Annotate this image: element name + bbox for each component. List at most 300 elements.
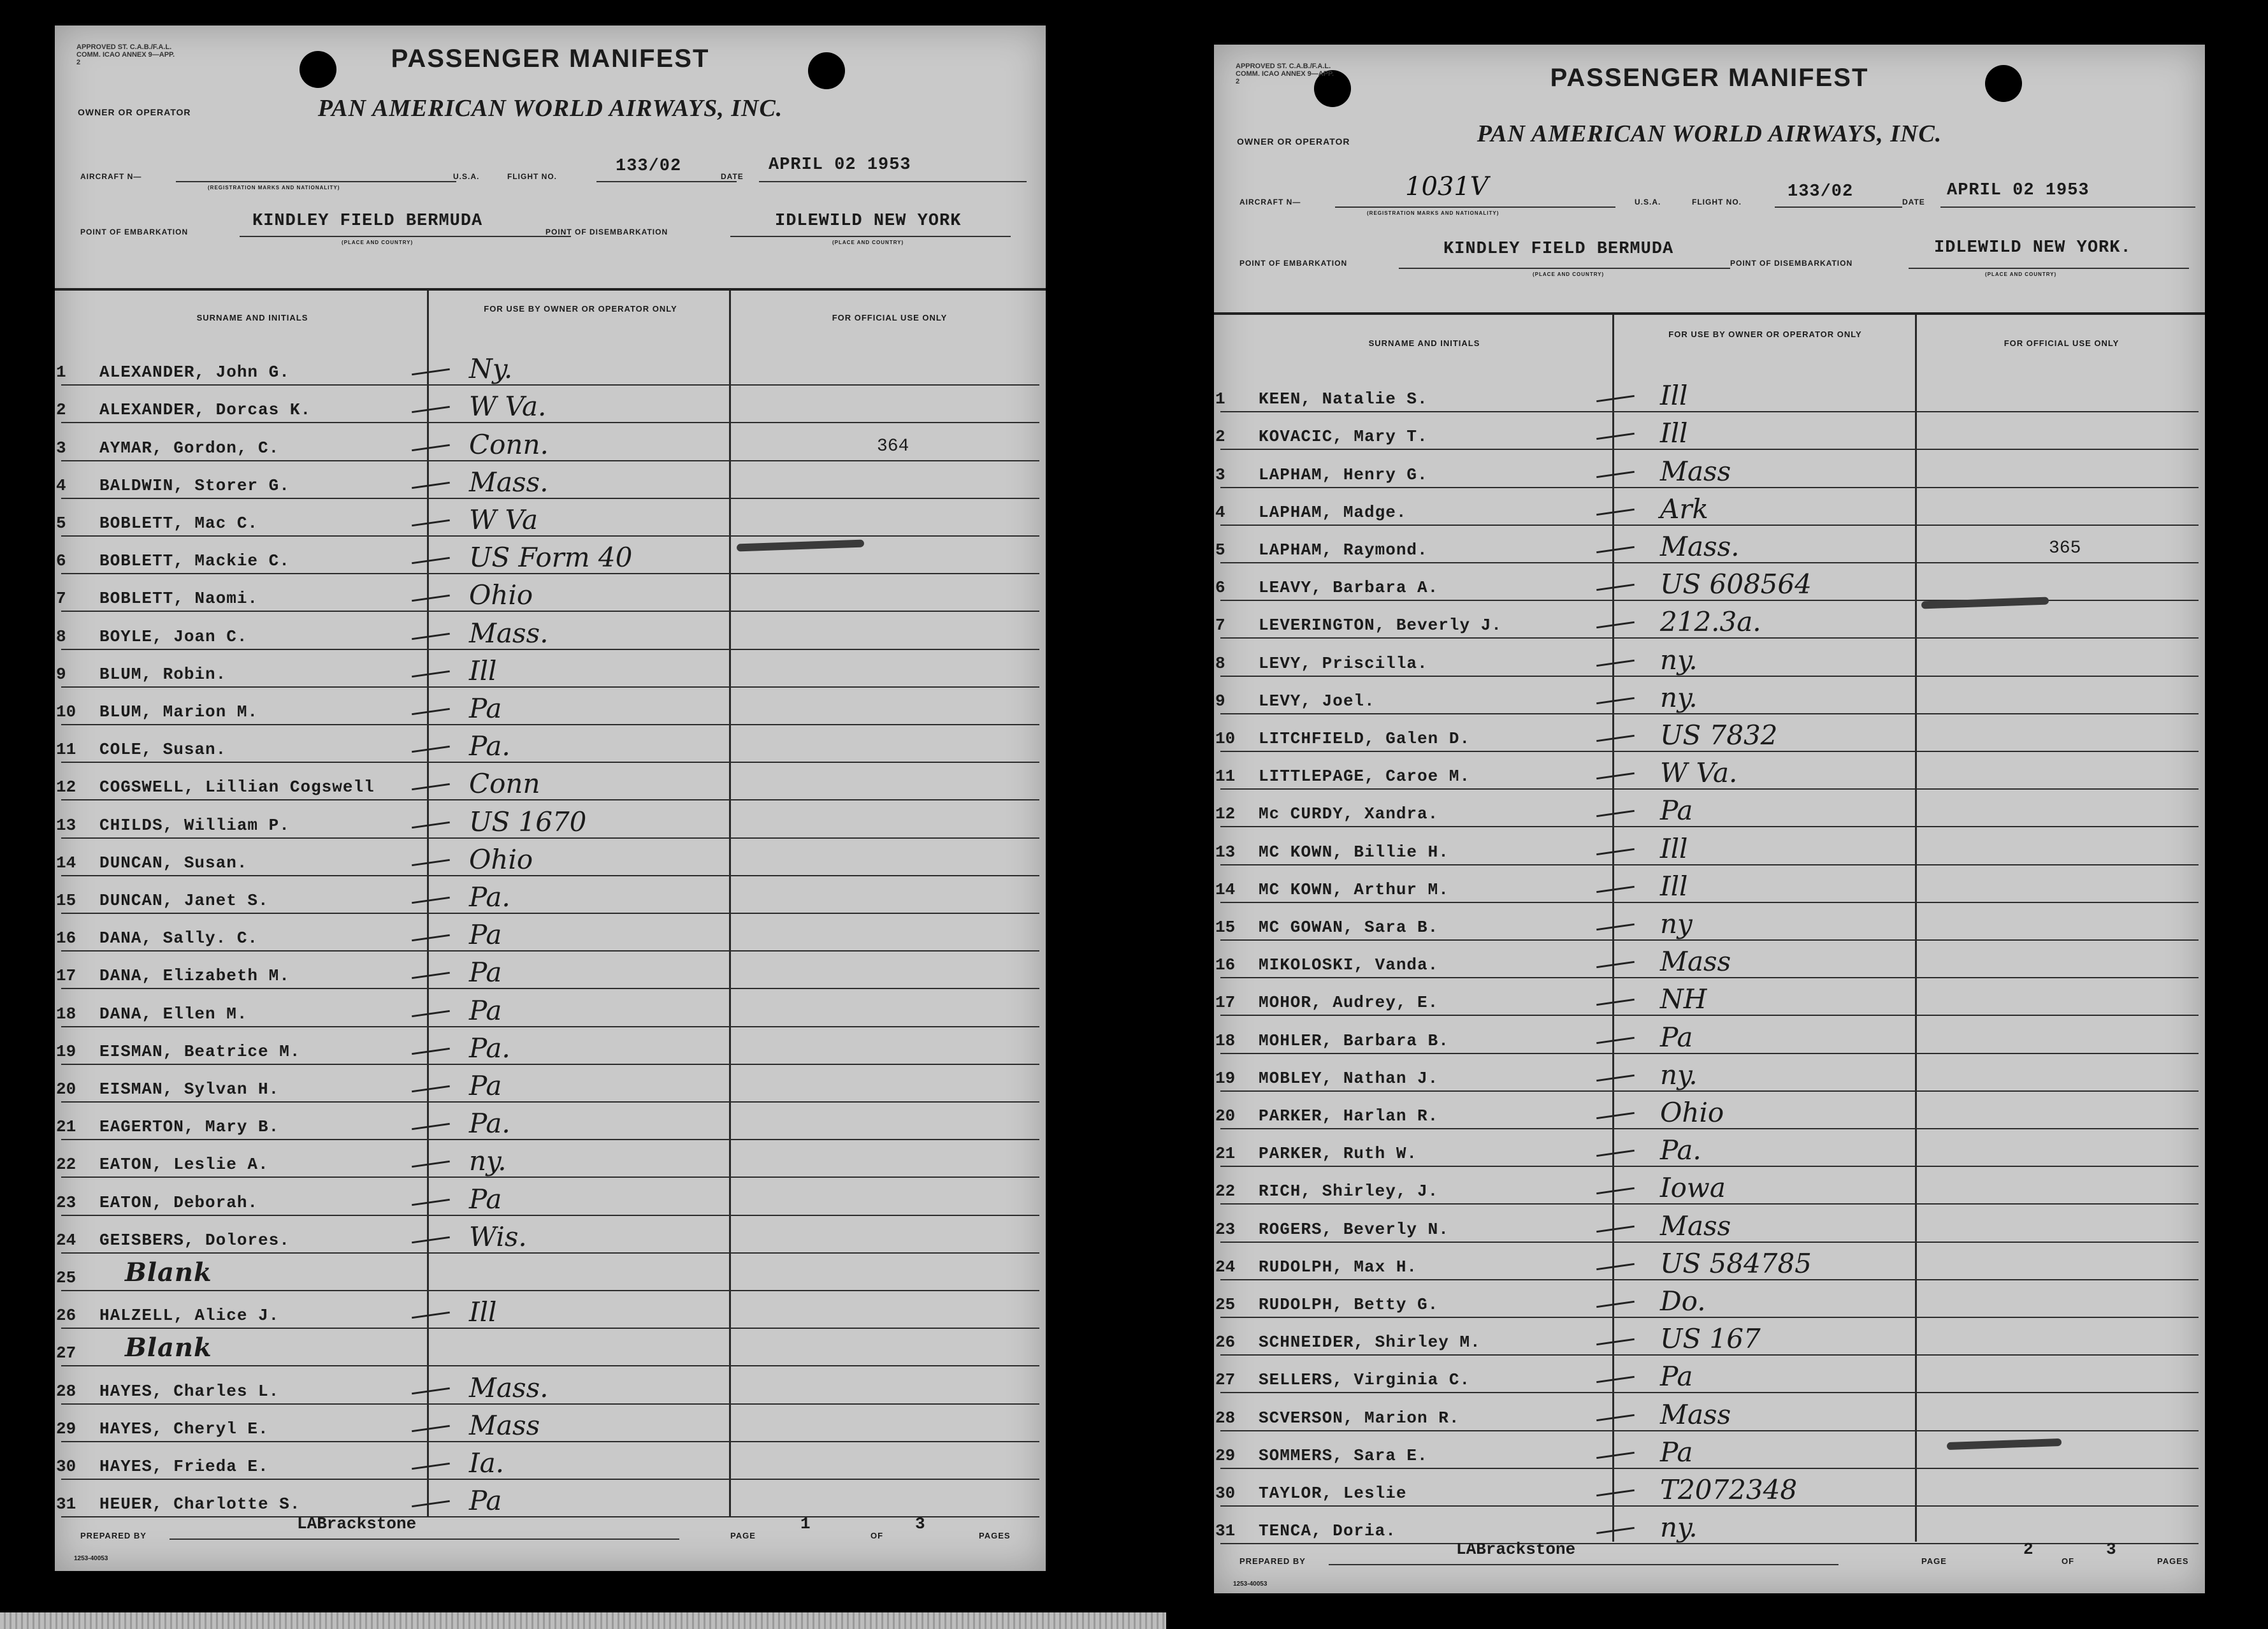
tick-mark xyxy=(412,821,450,828)
passenger-name: EAGERTON, Mary B. xyxy=(99,1117,280,1137)
owner-use-entry: Ohio xyxy=(469,843,533,875)
row-number: 29 xyxy=(56,1419,76,1438)
passenger-name: BALDWIN, Storer G. xyxy=(99,475,290,495)
owner-use-entry: NH xyxy=(1660,983,1707,1015)
approval-note: APPROVED ST. C.A.B./F.A.L. COMM. ICAO ANNEX 9—APP. 2 xyxy=(76,43,175,66)
table-row xyxy=(1214,1280,2205,1318)
row-number: 6 xyxy=(1215,578,1225,598)
passenger-name: MOHOR, Audrey, E. xyxy=(1259,993,1439,1013)
passenger-name: EATON, Leslie A. xyxy=(99,1155,269,1175)
passenger-name: TENCA, Doria. xyxy=(1259,1521,1396,1541)
row-number: 7 xyxy=(1215,616,1225,635)
table-row xyxy=(55,725,1046,763)
table-row xyxy=(55,1366,1046,1404)
tick-mark xyxy=(412,1123,450,1130)
tick-mark xyxy=(412,368,450,375)
tick-mark xyxy=(1596,961,1635,968)
passenger-name: DUNCAN, Janet S. xyxy=(99,890,269,910)
owner-use-entry: Pa xyxy=(1660,1021,1693,1053)
tick-mark xyxy=(412,632,450,639)
owner-use-entry: Pa xyxy=(469,919,502,951)
owner-use-entry: Do. xyxy=(1660,1285,1706,1317)
table-row xyxy=(55,650,1046,688)
registration-note: (REGISTRATION MARKS AND NATIONALITY) xyxy=(1367,210,1499,216)
owner-use-entry: W Va. xyxy=(469,391,547,423)
row-number: 4 xyxy=(56,475,66,495)
disembarkation-value: IDLEWILD NEW YORK xyxy=(775,212,962,231)
passenger-name: SOMMERS, Sara E. xyxy=(1259,1445,1428,1465)
tick-mark xyxy=(412,972,450,979)
row-number: 14 xyxy=(56,853,76,872)
passenger-name: SELLERS, Virginia C. xyxy=(1259,1370,1471,1390)
tick-mark xyxy=(412,708,450,715)
owner-use-entry: Pa xyxy=(469,1485,502,1517)
passenger-name: MC GOWAN, Sara B. xyxy=(1259,917,1439,937)
table-top-rule xyxy=(1214,312,2205,315)
table-row xyxy=(55,1480,1046,1517)
table-row xyxy=(55,763,1046,800)
tick-mark xyxy=(1596,1150,1635,1157)
tick-mark xyxy=(412,1085,450,1092)
table-row xyxy=(1214,1167,2205,1205)
owner-use-entry: Ia. xyxy=(469,1447,504,1479)
passenger-name: EISMAN, Beatrice M. xyxy=(99,1041,301,1061)
owner-use-entry: US 167 xyxy=(1660,1323,1761,1355)
owner-use-entry: ny. xyxy=(1660,1059,1698,1090)
owner-use-entry: Pa. xyxy=(469,881,510,913)
disembarkation-line xyxy=(730,236,1011,237)
table-row xyxy=(1214,1129,2205,1167)
owner-use-entry: Mass xyxy=(1660,455,1731,487)
passenger-name: RUDOLPH, Max H. xyxy=(1259,1257,1418,1277)
table-row xyxy=(55,537,1046,574)
passenger-name: SCVERSON, Marion R. xyxy=(1259,1408,1460,1428)
disembarkation-label: POINT OF DISEMBARKATION xyxy=(545,228,668,236)
tick-mark xyxy=(412,1236,450,1243)
table-row xyxy=(55,1178,1046,1215)
row-number: 5 xyxy=(56,513,66,533)
tick-mark xyxy=(412,1161,450,1168)
row-number: 21 xyxy=(1215,1144,1236,1164)
passenger-name: BOBLETT, Mac C. xyxy=(99,513,259,533)
scan-edge-strip xyxy=(0,1612,1166,1629)
row-number: 16 xyxy=(1215,955,1236,975)
row-number: 26 xyxy=(1215,1333,1236,1352)
passenger-name: KEEN, Natalie S. xyxy=(1259,389,1428,409)
tick-mark xyxy=(1596,735,1635,742)
owner-use-entry: US 1670 xyxy=(469,806,587,837)
tick-mark xyxy=(412,746,450,753)
tick-mark xyxy=(1596,810,1635,817)
tick-mark xyxy=(1596,999,1635,1006)
row-number: 8 xyxy=(1215,653,1225,673)
owner-use-entry: Ill xyxy=(1660,380,1688,412)
row-number: 13 xyxy=(56,815,76,835)
table-row xyxy=(55,1291,1046,1329)
passenger-name: LAPHAM, Henry G. xyxy=(1259,465,1428,484)
tick-mark xyxy=(1596,1112,1635,1119)
table-row xyxy=(1214,1469,2205,1507)
manifest-page-1 xyxy=(55,25,1046,1571)
table-row xyxy=(1214,1356,2205,1393)
prepared-by-value: LABrackstone xyxy=(1456,1540,1576,1559)
passenger-name: Blank xyxy=(125,1333,212,1363)
row-number: 7 xyxy=(56,589,66,609)
owner-use-entry: Conn. xyxy=(469,428,549,460)
row-number: 31 xyxy=(56,1495,76,1514)
row-number: 11 xyxy=(1215,767,1236,786)
passenger-name: MOBLEY, Nathan J. xyxy=(1259,1068,1439,1088)
of-label: OF xyxy=(870,1531,884,1540)
tick-mark xyxy=(412,1500,450,1507)
row-number: 23 xyxy=(56,1192,76,1212)
passenger-name: SCHNEIDER, Shirley M. xyxy=(1259,1333,1481,1352)
official-use-entry: 364 xyxy=(877,436,909,456)
date-line xyxy=(1940,206,2195,208)
page-number: 2 xyxy=(2023,1540,2033,1559)
date-value: APRIL 02 1953 xyxy=(769,156,911,175)
aircraft-line xyxy=(1335,206,1615,208)
passenger-name: HAYES, Charles L. xyxy=(99,1381,280,1401)
disembarkation-line xyxy=(1909,268,2189,269)
tick-mark xyxy=(1596,1489,1635,1496)
tick-mark xyxy=(1596,584,1635,591)
table-row xyxy=(55,499,1046,537)
tick-mark xyxy=(1596,470,1635,477)
passenger-name: ROGERS, Beverly N. xyxy=(1259,1219,1449,1239)
owner-use-column-header: FOR USE BY OWNER OR OPERATOR ONLY xyxy=(484,304,677,314)
passenger-name: Mc CURDY, Xandra. xyxy=(1259,804,1439,824)
flight-line xyxy=(1775,206,1902,208)
embarkation-label: POINT OF EMBARKATION xyxy=(80,228,189,236)
passenger-name: LEAVY, Barbara A. xyxy=(1259,578,1439,598)
owner-use-entry: Conn xyxy=(469,768,540,800)
tick-mark xyxy=(1596,1452,1635,1459)
table-row xyxy=(1214,1318,2205,1356)
table-row xyxy=(1214,375,2205,412)
table-row xyxy=(1214,752,2205,790)
owner-use-entry: US Form 40 xyxy=(469,542,633,574)
passenger-name: LEVY, Priscilla. xyxy=(1259,653,1428,673)
row-number: 19 xyxy=(1215,1068,1236,1088)
passenger-name: ALEXANDER, Dorcas K. xyxy=(99,400,312,420)
table-row xyxy=(55,914,1046,952)
owner-label: OWNER OR OPERATOR xyxy=(1237,136,1350,147)
row-number: 20 xyxy=(56,1079,76,1099)
official-use-column-header: FOR OFFICIAL USE ONLY xyxy=(832,313,948,322)
aircraft-value: 1031V xyxy=(1405,172,1489,201)
row-number: 13 xyxy=(1215,842,1236,862)
passenger-name: BOBLETT, Naomi. xyxy=(99,589,259,609)
page-number: 1 xyxy=(800,1514,811,1533)
passenger-name: LITTLEPAGE, Caroe M. xyxy=(1259,767,1471,786)
passenger-name: AYMAR, Gordon, C. xyxy=(99,438,280,458)
pages-label: PAGES xyxy=(2157,1556,2189,1566)
table-row xyxy=(55,1442,1046,1480)
prepared-by-label: PREPARED BY xyxy=(1239,1556,1306,1566)
tick-mark xyxy=(412,595,450,602)
aircraft-label: AIRCRAFT N— xyxy=(80,172,142,181)
date-label: DATE xyxy=(721,172,744,181)
owner-use-entry: Mass. xyxy=(1660,530,1740,562)
place-note: (PLACE AND COUNTRY) xyxy=(1985,272,2057,277)
owner-use-entry: Pa xyxy=(469,1069,502,1101)
approval-note: APPROVED ST. C.A.B./F.A.L. COMM. ICAO ANNEX 9—APP. 2 xyxy=(1236,62,1334,85)
owner-use-entry: Pa xyxy=(469,1183,502,1215)
surname-column-header: SURNAME AND INITIALS xyxy=(196,313,308,322)
table-row xyxy=(1214,1431,2205,1469)
row-rule xyxy=(1220,1543,2199,1544)
manifest-page-2 xyxy=(1214,45,2205,1593)
owner-use-entry: Ohio xyxy=(469,579,533,611)
row-number: 22 xyxy=(1215,1182,1236,1201)
passenger-name: DANA, Sally. C. xyxy=(99,929,259,948)
passenger-name: MC KOWN, Arthur M. xyxy=(1259,880,1449,899)
passenger-name: MIKOLOSKI, Vanda. xyxy=(1259,955,1439,975)
table-row xyxy=(1214,639,2205,676)
tick-mark xyxy=(412,783,450,790)
row-number: 9 xyxy=(1215,691,1225,711)
passenger-name: BLUM, Robin. xyxy=(99,664,227,684)
row-number: 27 xyxy=(1215,1370,1236,1390)
manifest-title: PASSENGER MANIFEST xyxy=(391,45,710,73)
row-number: 6 xyxy=(56,551,66,571)
owner-use-entry: US 7832 xyxy=(1660,719,1778,751)
tick-mark xyxy=(412,1312,450,1319)
passenger-name: LEVY, Joel. xyxy=(1259,691,1375,711)
flight-line xyxy=(596,181,737,182)
row-number: 4 xyxy=(1215,502,1225,522)
table-row xyxy=(55,876,1046,914)
page-count: 3 xyxy=(2106,1540,2116,1559)
table-row xyxy=(55,1140,1046,1178)
table-row xyxy=(55,612,1046,649)
form-number: 1253-40053 xyxy=(1233,1581,1268,1588)
row-number: 25 xyxy=(56,1268,76,1287)
passenger-name: MC KOWN, Billie H. xyxy=(1259,842,1449,862)
owner-use-entry: Mass. xyxy=(469,617,549,649)
tick-mark xyxy=(1596,1225,1635,1232)
tick-mark xyxy=(1596,659,1635,666)
passenger-name: LITCHFIELD, Galen D. xyxy=(1259,728,1471,748)
tick-mark xyxy=(412,482,450,489)
tick-mark xyxy=(1596,923,1635,930)
row-number: 22 xyxy=(56,1155,76,1175)
table-row xyxy=(1214,827,2205,865)
table-row xyxy=(1214,450,2205,488)
tick-mark xyxy=(1596,697,1635,704)
table-row xyxy=(55,688,1046,725)
owner-use-entry: Pa. xyxy=(469,1108,510,1140)
tick-mark xyxy=(1596,886,1635,893)
table-row xyxy=(55,423,1046,461)
of-label: OF xyxy=(2062,1556,2075,1566)
table-row xyxy=(1214,865,2205,903)
passenger-name: PARKER, Harlan R. xyxy=(1259,1106,1439,1126)
surname-column-header: SURNAME AND INITIALS xyxy=(1368,338,1480,348)
owner-use-entry: ny. xyxy=(1660,644,1698,676)
aircraft-line xyxy=(176,181,456,182)
owner-use-entry: Ohio xyxy=(1660,1096,1724,1128)
tick-mark xyxy=(1596,1075,1635,1082)
row-number: 28 xyxy=(56,1381,76,1401)
owner-use-entry: Ill xyxy=(1660,870,1688,902)
row-number: 30 xyxy=(56,1456,76,1476)
passenger-name: PARKER, Ruth W. xyxy=(1259,1144,1418,1164)
table-row xyxy=(1214,1393,2205,1431)
row-number: 19 xyxy=(56,1041,76,1061)
table-row xyxy=(1214,412,2205,450)
row-number: 26 xyxy=(56,1306,76,1326)
row-number: 28 xyxy=(1215,1408,1236,1428)
row-number: 8 xyxy=(56,626,66,646)
airline-name: PAN AMERICAN WORLD AIRWAYS, INC. xyxy=(1477,120,1942,147)
row-number: 24 xyxy=(1215,1257,1236,1277)
owner-use-entry: Pa. xyxy=(1660,1134,1701,1166)
prepared-by-label: PREPARED BY xyxy=(80,1531,147,1540)
table-row xyxy=(55,1065,1046,1103)
row-number: 3 xyxy=(1215,465,1225,484)
tick-mark xyxy=(1596,1338,1635,1345)
owner-use-entry: Ill xyxy=(1660,417,1688,449)
row-number: 21 xyxy=(56,1117,76,1137)
form-number: 1253-40053 xyxy=(74,1555,108,1562)
tick-mark xyxy=(412,670,450,677)
passenger-name: COLE, Susan. xyxy=(99,740,227,760)
owner-use-entry: Mass. xyxy=(469,1372,549,1403)
disembarkation-label: POINT OF DISEMBARKATION xyxy=(1730,259,1853,268)
embarkation-line xyxy=(1399,268,1730,269)
table-row xyxy=(1214,1054,2205,1092)
date-label: DATE xyxy=(1902,198,1925,206)
passenger-name: MOHLER, Barbara B. xyxy=(1259,1031,1449,1050)
flight-label: FLIGHT NO. xyxy=(507,172,557,181)
owner-use-entry: Ill xyxy=(1660,832,1688,864)
passenger-name: KOVACIC, Mary T. xyxy=(1259,427,1428,447)
owner-use-entry: Pa. xyxy=(469,1032,510,1064)
row-number: 30 xyxy=(1215,1483,1236,1503)
table-row xyxy=(1214,941,2205,978)
passenger-name: RICH, Shirley, J. xyxy=(1259,1182,1439,1201)
tick-mark xyxy=(1596,509,1635,516)
row-number: 18 xyxy=(56,1004,76,1024)
table-row xyxy=(55,1405,1046,1442)
passenger-name: GEISBERS, Dolores. xyxy=(99,1230,290,1250)
row-number: 23 xyxy=(1215,1219,1236,1239)
tick-mark xyxy=(412,1010,450,1017)
official-use-column-header: FOR OFFICIAL USE ONLY xyxy=(2004,338,2120,348)
tick-mark xyxy=(1596,1376,1635,1383)
tick-mark xyxy=(412,1463,450,1470)
owner-use-entry: W Va. xyxy=(1660,757,1738,789)
row-number: 1 xyxy=(1215,389,1225,409)
flight-value: 133/02 xyxy=(1788,182,1854,201)
tick-mark xyxy=(1596,395,1635,402)
row-number: 29 xyxy=(1215,1445,1236,1465)
page-label: PAGE xyxy=(730,1531,756,1540)
row-number: 10 xyxy=(1215,728,1236,748)
row-number: 14 xyxy=(1215,880,1236,899)
table-row xyxy=(1214,1507,2205,1544)
tick-mark xyxy=(1596,621,1635,628)
row-number: 3 xyxy=(56,438,66,458)
row-number: 17 xyxy=(1215,993,1236,1013)
tick-mark xyxy=(412,897,450,904)
table-row xyxy=(55,1216,1046,1254)
prepared-line xyxy=(170,1538,679,1540)
passenger-name: TAYLOR, Leslie xyxy=(1259,1483,1407,1503)
passenger-name: COGSWELL, Lillian Cogswell xyxy=(99,778,375,797)
passenger-name: HALZELL, Alice J. xyxy=(99,1306,280,1326)
embarkation-value: KINDLEY FIELD BERMUDA xyxy=(1443,240,1674,259)
passenger-name: EATON, Deborah. xyxy=(99,1192,259,1212)
tick-mark xyxy=(1596,772,1635,779)
owner-use-entry: Ill xyxy=(469,1296,497,1328)
table-row xyxy=(1214,601,2205,639)
place-note: (PLACE AND COUNTRY) xyxy=(1533,272,1605,277)
table-row xyxy=(1214,978,2205,1016)
row-number: 9 xyxy=(56,664,66,684)
tick-mark xyxy=(412,1387,450,1394)
table-row xyxy=(55,989,1046,1027)
owner-use-entry: W Va xyxy=(469,503,538,535)
date-line xyxy=(759,181,1027,182)
owner-use-entry: Ark xyxy=(1660,493,1708,525)
owner-use-entry: US 584785 xyxy=(1660,1247,1812,1279)
owner-use-entry: ny. xyxy=(1660,681,1698,713)
table-row xyxy=(1214,790,2205,827)
owner-use-entry: Ny. xyxy=(469,353,513,385)
table-row xyxy=(1214,1205,2205,1242)
table-row xyxy=(55,574,1046,612)
tick-mark xyxy=(412,934,450,941)
passenger-name: HEUER, Charlotte S. xyxy=(99,1495,301,1514)
owner-use-entry: Pa xyxy=(469,994,502,1026)
passenger-name: BOBLETT, Mackie C. xyxy=(99,551,290,571)
owner-use-entry: Mass xyxy=(1660,946,1731,978)
owner-use-entry: Mass. xyxy=(469,466,549,498)
table-row xyxy=(55,839,1046,876)
owner-use-entry: ny. xyxy=(1660,1512,1698,1544)
owner-use-column-header: FOR USE BY OWNER OR OPERATOR ONLY xyxy=(1668,329,1862,339)
tick-mark xyxy=(1596,848,1635,855)
passenger-name: RUDOLPH, Betty G. xyxy=(1259,1294,1439,1314)
owner-use-entry: Mass xyxy=(1660,1210,1731,1242)
row-number: 12 xyxy=(56,778,76,797)
passenger-name: EISMAN, Sylvan H. xyxy=(99,1079,280,1099)
registration-note: (REGISTRATION MARKS AND NATIONALITY) xyxy=(208,185,340,191)
passenger-name: HAYES, Frieda E. xyxy=(99,1456,269,1476)
page-label: PAGE xyxy=(1921,1556,1947,1566)
pages-label: PAGES xyxy=(979,1531,1011,1540)
owner-use-entry: T2072348 xyxy=(1660,1473,1798,1505)
date-value: APRIL 02 1953 xyxy=(1947,181,2090,200)
tick-mark xyxy=(412,1198,450,1205)
table-row xyxy=(55,348,1046,386)
tick-mark xyxy=(1596,433,1635,440)
owner-use-entry: ny xyxy=(1660,908,1693,939)
row-number: 2 xyxy=(1215,427,1225,447)
owner-use-entry: Ill xyxy=(469,655,497,686)
table-row xyxy=(1214,526,2205,563)
owner-use-entry: Wis. xyxy=(469,1220,527,1252)
table-row xyxy=(55,1103,1046,1140)
table-row xyxy=(1214,488,2205,526)
tick-mark xyxy=(1596,1036,1635,1043)
disembarkation-value: IDLEWILD NEW YORK. xyxy=(1934,238,2132,257)
table-top-rule xyxy=(55,288,1046,291)
row-number: 16 xyxy=(56,929,76,948)
